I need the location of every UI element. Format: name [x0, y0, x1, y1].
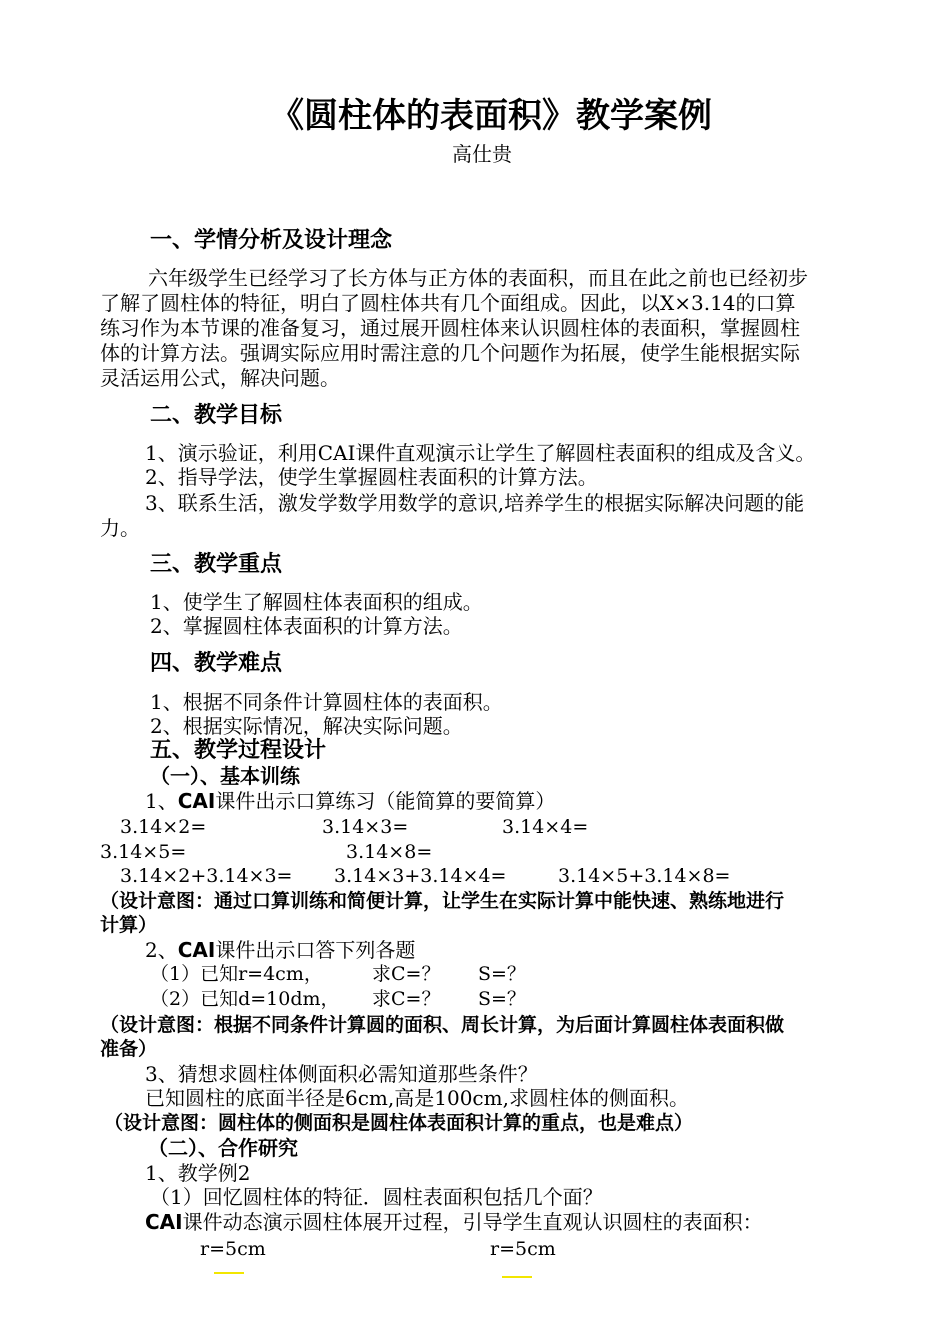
- item-text: 课件动态演示圆柱体展开过程，引导学生直观认识圆柱的表面积：: [182, 1210, 763, 1234]
- design-intent-note: 准备）: [100, 1038, 158, 1060]
- example-2-question: （1）回忆圆柱体的特征．圆柱表面积包括几个面？: [150, 1185, 603, 1209]
- cai-label: CAI: [177, 938, 216, 962]
- document-author: 高仕贵: [452, 142, 512, 166]
- highlight-mark: [502, 1276, 532, 1278]
- difficulty-item: 2、根据实际情况，解决实际问题。: [150, 714, 463, 738]
- cai-label: CAI: [145, 1210, 183, 1234]
- document-title: 《圆柱体的表面积》教学案例: [270, 96, 712, 136]
- goal-item: 3、联系生活，激发学数学用数学的意识,培养学生的根据实际解决问题的能: [145, 491, 805, 515]
- section-5-heading: 五、教学过程设计: [150, 738, 327, 763]
- design-intent-note: （设计意图：圆柱体的侧面积是圆柱体表面积计算的重点，也是难点）: [104, 1112, 694, 1134]
- item-text: 课件出示口答下列各题: [215, 938, 416, 962]
- question-condition: （1）已知r=4cm，: [150, 963, 323, 985]
- exercise-item-1: [145, 789, 555, 813]
- exercise-item-3: 3、猜想求圆柱体侧面积必需知道那些条件？: [145, 1062, 538, 1086]
- goal-item: 2、指导学法，使学生掌握圆柱表面积的计算方法。: [145, 465, 598, 489]
- question-ask: S=？: [478, 988, 526, 1010]
- design-intent-note: （设计意图：根据不同条件计算圆的面积、周长计算，为后面计算圆柱体表面积做: [100, 1014, 785, 1036]
- goal-item: 力。: [100, 516, 140, 540]
- calc-expression: 3.14×5+3.14×8=: [558, 865, 731, 887]
- section-4-heading: 四、教学难点: [150, 651, 283, 676]
- section-2-heading: 二、教学目标: [150, 403, 283, 428]
- question-condition: （2）已知d=10dm，: [150, 988, 340, 1010]
- item-number: 2、: [145, 938, 178, 962]
- radius-label: r=5cm: [200, 1238, 266, 1260]
- highlight-mark: [214, 1272, 244, 1274]
- key-point-item: 1、使学生了解圆柱体表面积的组成。: [150, 590, 483, 614]
- question-ask: 求C=？: [372, 988, 441, 1010]
- cai-demo-line: [145, 1210, 763, 1234]
- question-ask: 求C=？: [372, 963, 441, 985]
- calc-expression: 3.14×2+3.14×3=: [120, 865, 293, 887]
- goal-item: 1、演示验证，利用CAI课件直观演示让学生了解圆柱表面积的组成及含义。: [145, 441, 816, 465]
- exercise-item-2: [145, 938, 415, 962]
- paragraph-line: 体的计算方法。强调实际应用时需注意的几个问题作为拓展，使学生能根据实际: [100, 341, 800, 365]
- key-point-item: 2、掌握圆柱体表面积的计算方法。: [150, 614, 463, 638]
- item-number: 1、: [145, 789, 178, 813]
- paragraph-line: 灵活运用公式，解决问题。: [100, 366, 340, 390]
- section-3-heading: 三、教学重点: [150, 552, 283, 577]
- example-2: 1、教学例2: [145, 1161, 251, 1185]
- item-text: 课件出示口算练习（能简算的要简算）: [215, 789, 556, 813]
- paragraph-line: 了解了圆柱体的特征，明白了圆柱体共有几个面组成。因此，以X×3.14的口算: [100, 291, 796, 315]
- paragraph-line: 六年级学生已经学习了长方体与正方体的表面积，而且在此之前也已经初步: [148, 266, 808, 290]
- cai-label: CAI: [177, 789, 216, 813]
- design-intent-note: 计算）: [100, 914, 158, 936]
- radius-label: r=5cm: [490, 1238, 556, 1260]
- exercise-item-3-detail: 已知圆柱的底面半径是6cm,高是100cm,求圆柱体的侧面积。: [145, 1086, 689, 1110]
- difficulty-item: 1、根据不同条件计算圆柱体的表面积。: [150, 690, 503, 714]
- calc-expression: 3.14×5=: [100, 841, 187, 863]
- calc-expression: 3.14×8=: [346, 841, 433, 863]
- section-1-heading: 一、学情分析及设计理念: [150, 228, 393, 253]
- subsection-basic-training: （一）、基本训练: [150, 764, 300, 788]
- paragraph-line: 练习作为本节课的准备复习，通过展开圆柱体来认识圆柱体的表面积，掌握圆柱: [100, 316, 800, 340]
- question-ask: S=？: [478, 963, 526, 985]
- calc-expression: 3.14×3=: [322, 816, 409, 838]
- calc-expression: 3.14×3+3.14×4=: [334, 865, 507, 887]
- subsection-cooperative-study: （二）、合作研究: [148, 1136, 298, 1160]
- design-intent-note: （设计意图：通过口算训练和简便计算，让学生在实际计算中能快速、熟练地进行: [100, 890, 785, 912]
- calc-expression: 3.14×4=: [502, 816, 589, 838]
- calc-expression: 3.14×2=: [120, 816, 207, 838]
